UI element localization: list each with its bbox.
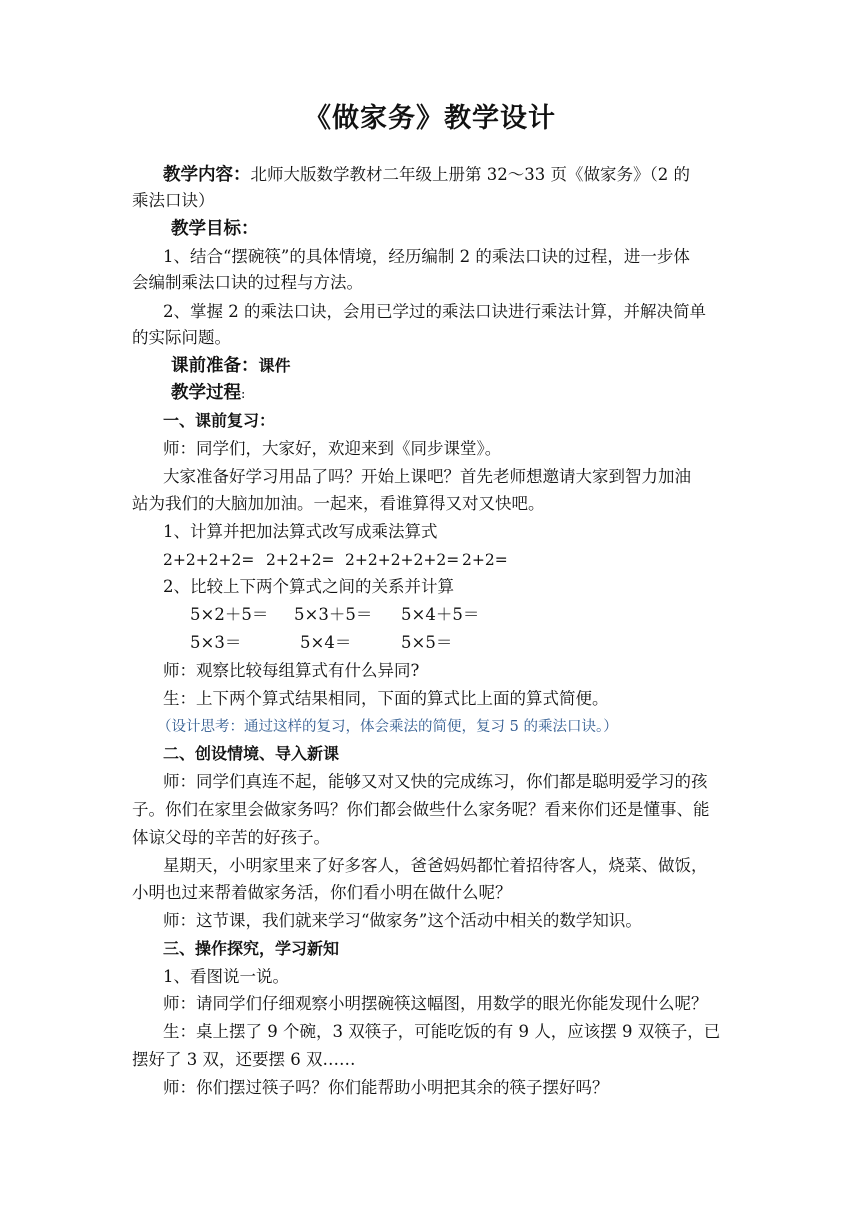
section-1-p2-line-1: 大家准备好学习用品了吗？开始上课吧？首先老师想邀请大家到智力加油 (163, 467, 691, 486)
section-1-p1: 师：同学们，大家好，欢迎来到《同步课堂》。 (163, 439, 502, 458)
section-3-student-1-line-1: 生：桌上摆了 9 个碗，3 双筷子，可能吃饭的有 9 人，应该摆 9 双筷子，已 (163, 1022, 721, 1041)
section-3-q1: 1、看图说一说。 (163, 967, 289, 986)
design-note: （设计思考：通过这样的复习，体会乘法的简便，复习 5 的乘法口诀。） (157, 719, 618, 735)
equation: 5×3＝ (190, 633, 242, 652)
section-3-student-1-line-2: 摆好了 3 双，还要摆 6 双…… (132, 1050, 356, 1069)
equation: 5×3＋5＝ (294, 605, 373, 624)
goals-label: 教学目标： (171, 219, 259, 239)
equation: 2+2+2+2= (163, 551, 255, 569)
section-3-heading: 三、操作探究，学习新知 (163, 939, 340, 958)
equation: 5×2＋5＝ (190, 605, 269, 624)
question-1: 1、计算并把加法算式改写成乘法算式 (163, 522, 438, 541)
section-2-p2-line-1: 星期天，小明家里来了好多客人，爸爸妈妈都忙着招待客人，烧菜、做饭， (163, 856, 708, 875)
equation: 2+2+2= (266, 551, 335, 569)
section-1-p2-line-2: 站为我们的大脑加加油。一起来，看谁算得又对又快吧。 (132, 494, 545, 513)
section-2-p3: 师：这节课，我们就来学习“做家务”这个活动中相关的数学知识。 (163, 911, 642, 930)
process-line (171, 382, 245, 406)
section-1-heading: 一、课前复习： (163, 411, 276, 430)
equation: 2+2= (462, 551, 508, 569)
equation: 5×5＝ (401, 633, 453, 652)
section-2-p1-line-3: 体谅父母的辛苦的好孩子。 (132, 828, 330, 847)
goal-1-line-1: 1、结合“摆碗筷”的具体情境，经历编制 2 的乘法口诀的过程，进一步体 (163, 247, 690, 266)
question-2: 2、比较上下两个算式之间的关系并计算 (163, 577, 454, 596)
student-line-1: 生：上下两个算式结果相同，下面的算式比上面的算式简便。 (163, 689, 609, 708)
content-label: 教学内容： (163, 165, 251, 185)
goal-2-line-1: 2、掌握 2 的乘法口诀，会用已学过的乘法口诀进行乘法计算，并解决简单 (163, 302, 706, 321)
equation: 5×4＝ (300, 633, 352, 652)
section-3-teacher-1: 师：请同学们仔细观察小明摆碗筷这幅图，用数学的眼光你能发现什么呢？ (163, 994, 708, 1013)
prep-label: 课前准备： (171, 356, 259, 376)
prep-line (171, 355, 291, 377)
section-2-p1-line-1: 师：同学们真连不起，能够又对又快的完成练习，你们都是聪明爱学习的孩 (163, 772, 708, 791)
section-3-teacher-2: 师：你们摆过筷子吗？你们能帮助小明把其余的筷子摆好吗？ (163, 1078, 609, 1097)
teacher-line-1: 师：观察比较每组算式有什么异同? (163, 661, 420, 680)
goal-1-line-2: 会编制乘法口诀的过程与方法。 (132, 273, 363, 292)
content-text-1: 北师大版数学教材二年级上册第 32～33 页《做家务》（2 的 (250, 165, 690, 184)
equation: 2+2+2+2+2= (345, 551, 460, 569)
equation: 5×4＋5＝ (401, 605, 480, 624)
process-colon: : (241, 387, 246, 402)
prep-value: 课件 (258, 356, 291, 375)
process-label: 教学过程 (171, 383, 241, 403)
section-2-p2-line-2: 小明也过来帮着做家务活，你们看小明在做什么呢？ (132, 883, 512, 902)
section-2-heading: 二、创设情境、导入新课 (163, 744, 340, 763)
content-text-2: 乘法口诀） (132, 191, 215, 210)
document-title: 《做家务》教学设计 (304, 103, 556, 134)
goal-2-line-2: 的实际问题。 (132, 328, 231, 347)
section-2-p1-line-2: 子。你们在家里会做家务吗？你们都会做些什么家务呢？看来你们还是懂事、能 (132, 800, 710, 819)
content-line-1 (163, 164, 690, 186)
